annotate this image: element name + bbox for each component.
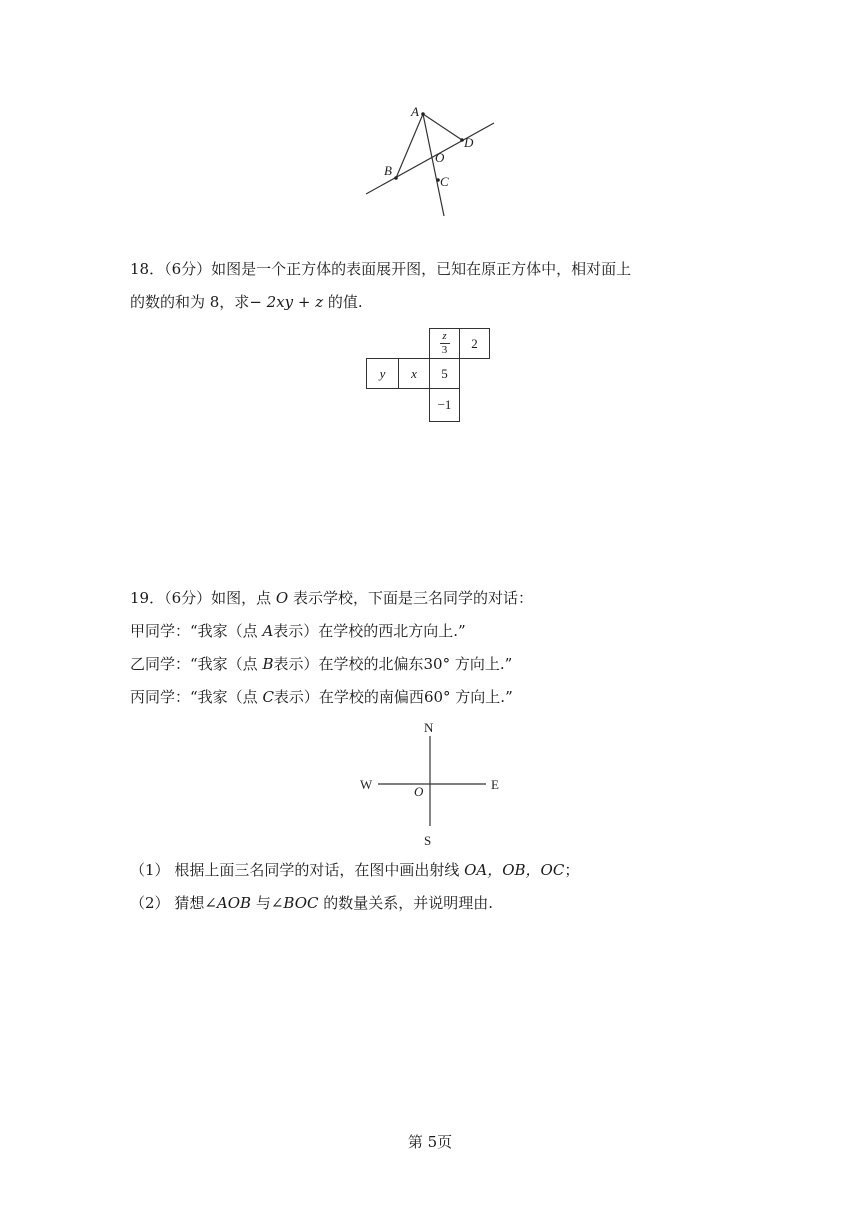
angle-60: 60°	[423, 688, 451, 706]
line-bd	[366, 123, 494, 194]
q19-jia: 甲同学：“我家（点 A表示）在学校的西北方向上.”	[130, 622, 466, 640]
q19-score: （6分）	[164, 589, 212, 607]
net-cell-fraction	[429, 328, 460, 359]
angle-boc: ∠BOC	[270, 894, 319, 912]
cube-net	[366, 328, 496, 422]
label-c: C	[440, 174, 449, 189]
segment-ab	[396, 114, 423, 178]
point-o: O	[275, 589, 289, 607]
q19-sub2: （2） 猜想∠AOB 与∠BOC 的数量关系，并说明理由.	[130, 894, 494, 912]
q18-text-2: 的数的和为 8，求	[130, 293, 250, 311]
net-cell-2: 2	[459, 328, 490, 359]
segment-ad	[423, 114, 462, 140]
angle-30: 30°	[423, 655, 451, 673]
label-b: B	[384, 163, 392, 178]
q18-text-1: 如图是一个正方体的表面展开图，已知在原正方体中，相对面上	[211, 260, 632, 278]
q19-yi: 乙同学：“我家（点 B表示）在学校的北偏东30° 方向上.”	[130, 655, 513, 673]
net-cell-5: 5	[429, 358, 460, 389]
point-b: B	[262, 655, 274, 673]
line-ac	[423, 114, 444, 216]
frac-numerator: z	[442, 330, 447, 342]
q19-intro: 19．（6分）如图，点 O 表示学校，下面是三名同学的对话：	[130, 589, 534, 607]
rays: OA，OB，OC	[464, 861, 565, 879]
q18-expression: − 2xy + z	[249, 293, 324, 311]
label-n: N	[424, 720, 434, 735]
net-cell-x: x	[398, 358, 430, 389]
q18-score: （6分）	[164, 260, 212, 278]
q18-line2	[130, 292, 363, 312]
label-o: O	[435, 150, 445, 165]
net-cell-neg1: −1	[429, 388, 460, 422]
label-d: D	[464, 135, 474, 150]
q19-bing: 丙同学：“我家（点 C表示）在学校的南偏西60° 方向上.”	[130, 688, 513, 706]
point-a: A	[262, 622, 274, 640]
point-c: C	[262, 688, 274, 706]
q18-line1	[130, 259, 631, 279]
q18-text-3: 的值.	[323, 293, 363, 311]
label-o-compass: O	[414, 784, 424, 799]
page-number: 第 5页	[407, 1133, 453, 1151]
frac-denominator: 3	[441, 344, 448, 356]
compass-figure	[350, 718, 510, 853]
angle-aob: ∠AOB	[204, 894, 252, 912]
q18-number: 18．	[130, 260, 165, 278]
label-w: W	[360, 777, 373, 792]
label-e: E	[491, 777, 499, 792]
label-a: A	[411, 104, 419, 119]
sub1-number: （1）	[130, 861, 170, 879]
q19-number: 19．	[130, 589, 165, 607]
line-figure	[360, 100, 500, 220]
net-cell-y: y	[366, 358, 399, 389]
q19-sub1: （1） 根据上面三名同学的对话，在图中画出射线 OA，OB，OC；	[130, 861, 580, 879]
sub2-number: （2）	[130, 894, 170, 912]
label-s: S	[424, 833, 432, 848]
